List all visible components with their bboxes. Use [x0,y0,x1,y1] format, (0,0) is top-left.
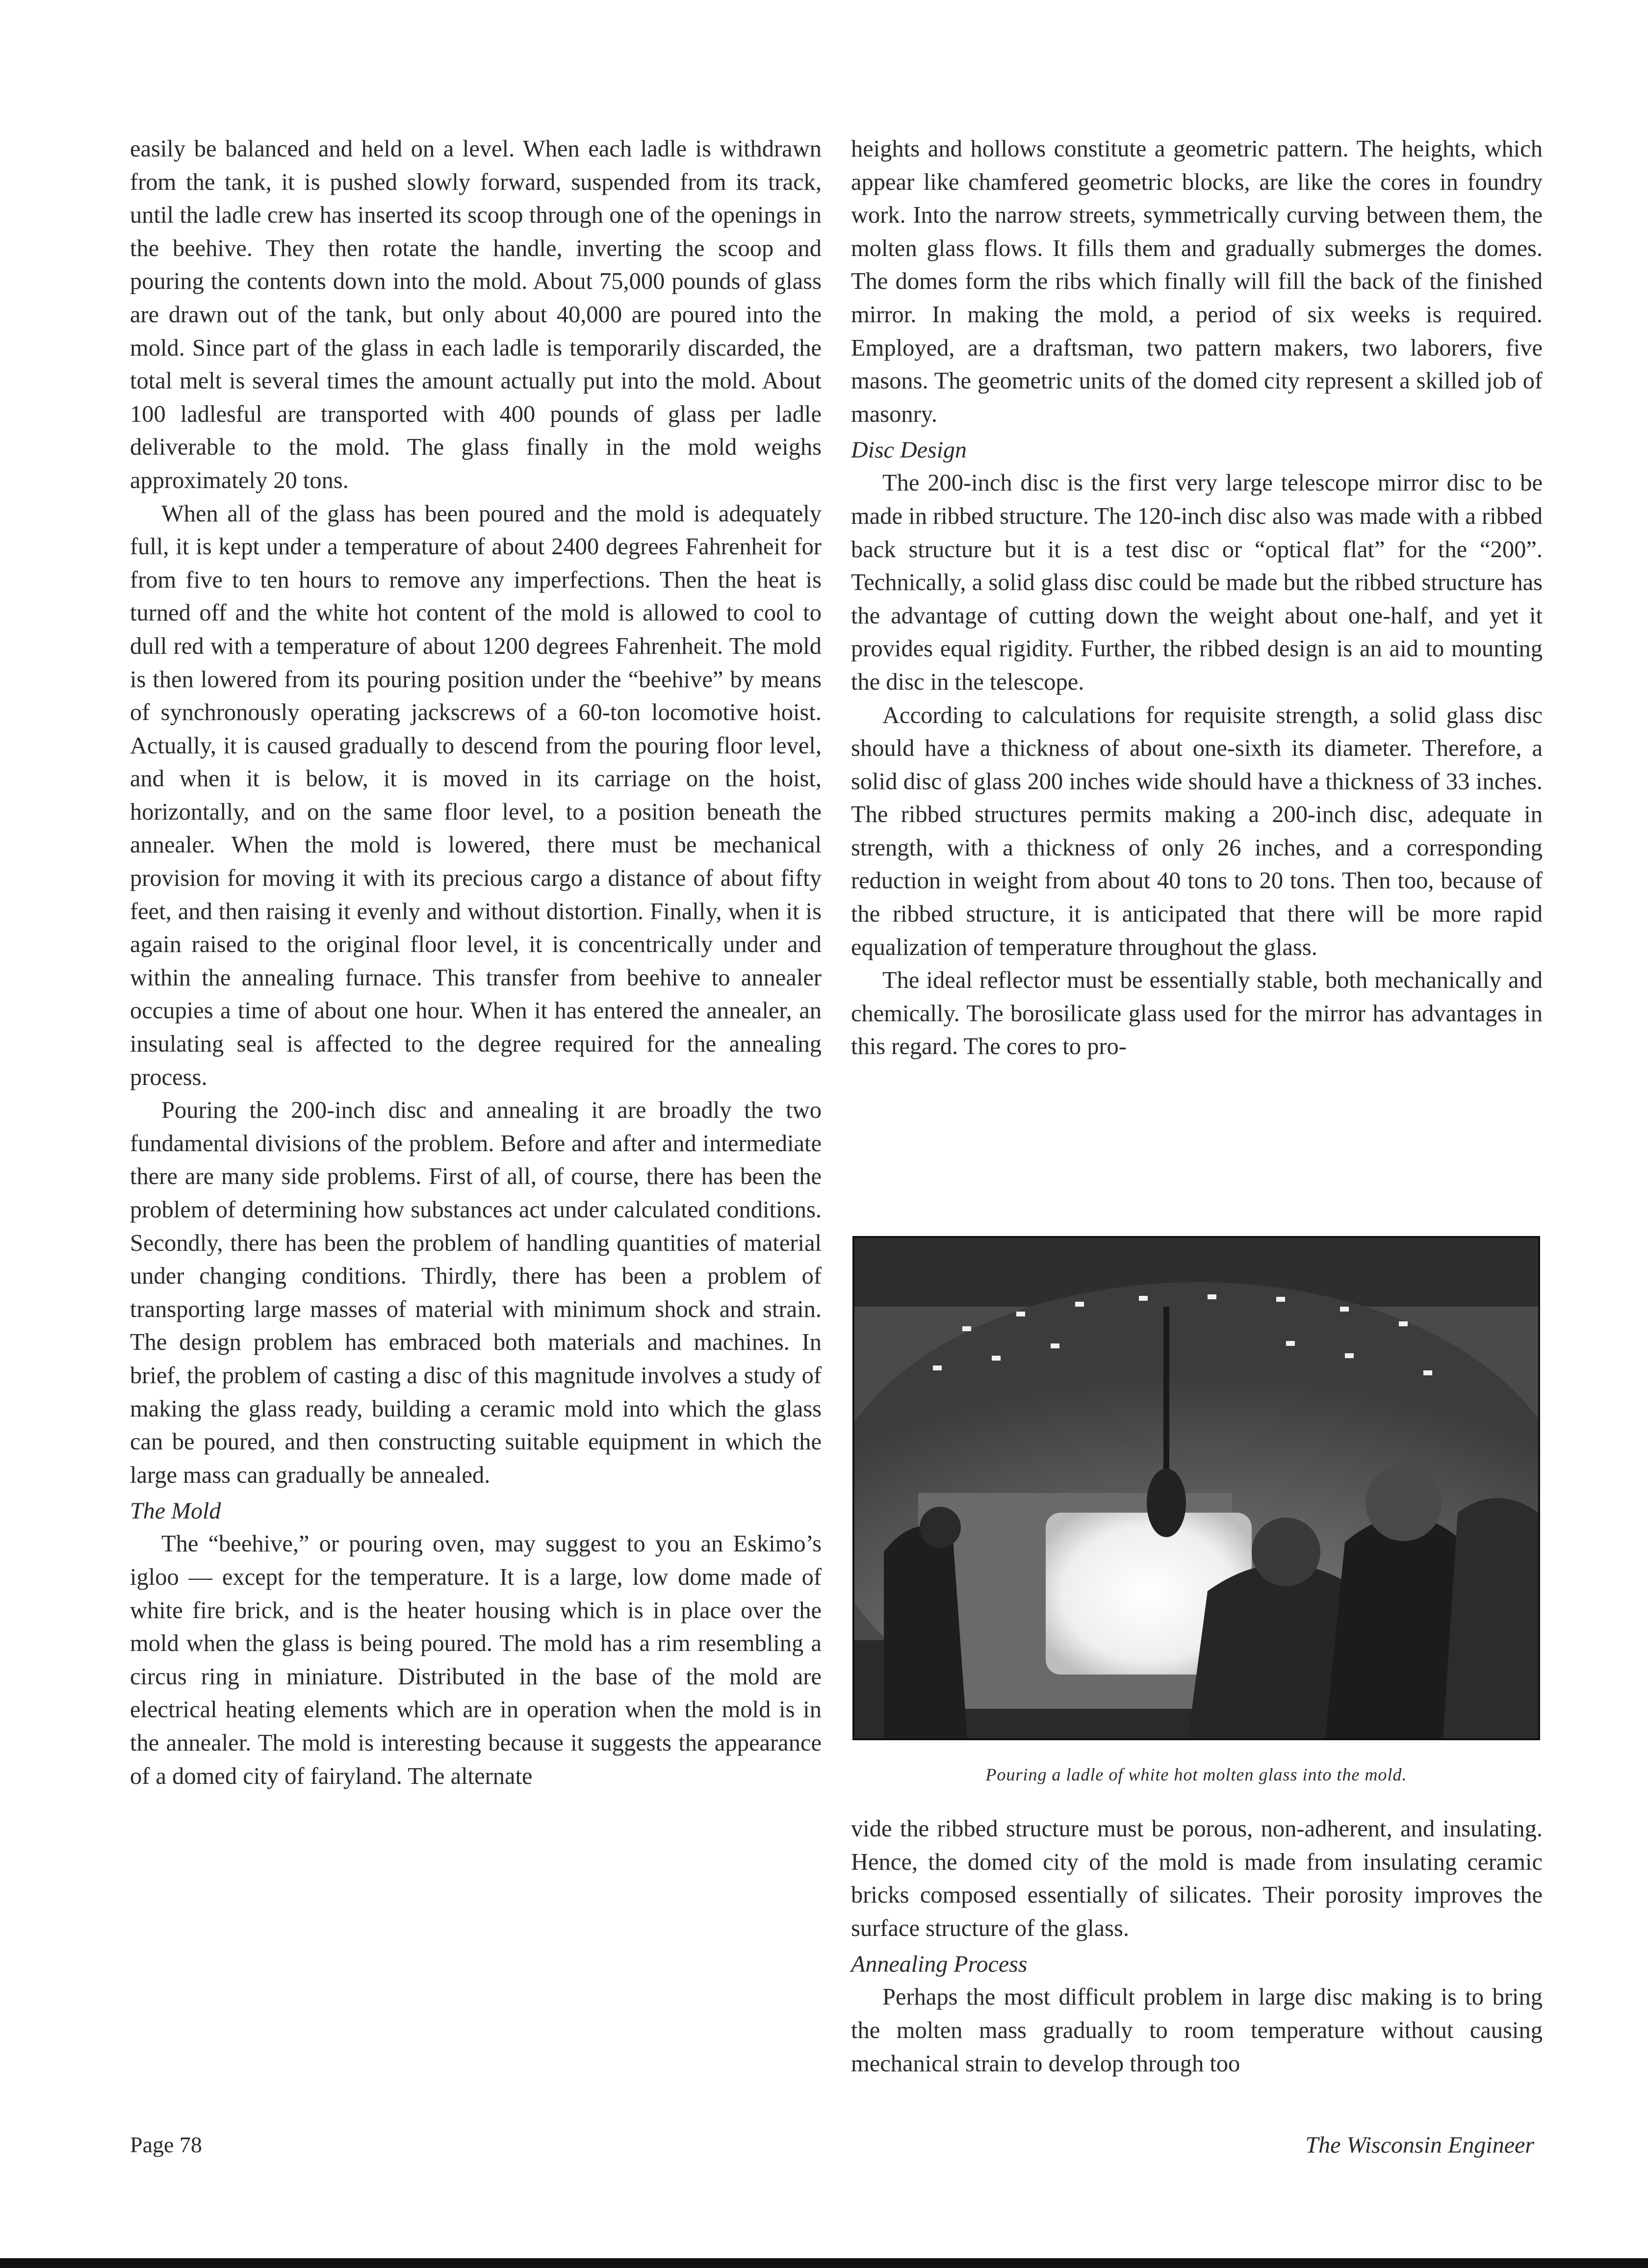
paragraph: The ideal reflector must be essentially stable, both mechanically and chemically. The borosilicate glass used for the mirror has advantages in this regard. The cores to pro- [851,967,1543,1060]
paragraph: Pouring the 200-inch disc and annealing it are broadly the two fundamental divisions of the problem. Before and after and intermediate there are many side problems. First of all, of course, there has been the problem of determining how substances act under calculated conditions. Secondly, there has been the problem of handling quantities of material under changing conditions. Thirdly, there has been a problem of transporting large masses of material with minimum shock and strain. The design problem has embraced both materials and machines. In brief, the problem of casting a disc of this magnitude involves a study of making the glass ready, building a ceramic mold into which the glass can be poured, and then constructing suitable equipment in which the large mass can gradually be annealed. [130,1097,822,1488]
right-column-bottom [851,1812,1543,2080]
paragraph: vide the ribbed structure must be porous, non-adherent, and insulating. Hence, the domed city of the mold is made from insulating ceramic bricks composed essentially of silicates. Their porosity improves the surface structure of the glass. [851,1816,1543,1941]
section-heading-mold: The Mold [130,1498,221,1524]
bottom-border [0,2258,1648,2268]
pouring-photo [852,1236,1540,1740]
journal-title: The Wisconsin Engineer [1305,2132,1534,2158]
photo-caption: Pouring a ladle of white hot molten glass into the mold. [985,1765,1407,1784]
paragraph: According to calculations for requisite strength, a solid glass disc should have a thickness of about one-sixth its diameter. Therefore, a solid disc of glass 200 inches wide should have a thickness of 33 inches. The ribbed structures permits making a 200-inch disc, adequate in strength, with a thickness of only 26 inches, and a corresponding reduction in weight from about 40 tons to 20 tons. Then too, because of the ribbed structure, it is anticipated that there will be more rapid equalization of temperature throughout the glass. [851,702,1543,960]
pouring-photo-illustration [854,1238,1538,1738]
page-number: Page 78 [130,2132,202,2157]
left-column [130,132,822,1793]
paragraph: The 200-inch disc is the first very large telescope mirror disc to be made in ribbed structure. The 120-inch disc also was made with a ribbed back structure but it is a test disc or “optical flat” for the “200”. Technically, a solid glass disc could be made but the ribbed structure has the advantage of cutting down the weight about one-half, and yet it provides equal rigidity. Further, the ribbed design is an aid to mounting the disc in the telescope. [851,470,1543,695]
paragraph: The “beehive,” or pouring oven, may suggest to you an Eskimo’s igloo — except for the temperature. It is a large, low dome made of white fire brick, and is the heater housing which is in place over the mold when the glass is being poured. The mold has a rim resembling a circus ring in miniature. Distributed in the base of the mold are electrical heating elements which are in operation when the mold is in the annealer. The mold is interesting because it suggests the appearance of a domed city of fairyland. The alternate [130,1531,822,1789]
paragraph: easily be balanced and held on a level. When each ladle is withdrawn from the tank, it is pushed slowly forward, suspended from its track, until the ladle crew has inserted its scoop through one of the openings in the beehive. They then rotate the handle, inverting the scoop and pouring the contents down into the mold. About 75,000 pounds of glass are drawn out of the tank, but only about 40,000 are poured into the mold. Since part of the glass in each ladle is temporarily discarded, the total melt is several times the amount actually put into the mold. About 100 ladlesful are transported with 400 pounds of glass per ladle deliverable to the mold. The glass finally in the mold weighs approximately 20 tons. [130,136,822,493]
paragraph: When all of the glass has been poured and the mold is adequately full, it is kept under a temperature of about 2400 degrees Fahrenheit for from five to ten hours to remove any imperfections. Then the heat is turned off and the white hot content of the mold is allowed to cool to dull red with a temperature of about 1200 degrees Fahrenheit. The mold is then lowered from its pouring position under the “beehive” by means of synchronously operating jackscrews of a 60-ton locomotive hoist. Actually, it is caused gradually to descend from the pouring floor level, and when it is below, it is moved in its carriage on the hoist, horizontally, and on the same floor level, to a position beneath the annealer. When the mold is lowered, there must be mechanical provision for moving it with its precious cargo a distance of about fifty feet, and then raising it evenly and without distortion. Finally, when it is again raised to the original floor level, it is concentrically under and within the annealing furnace. This transfer from beehive to annealer occupies a time of about one hour. When it has entered the annealer, an insulating seal is affected to the degree required for the annealing process. [130,500,822,1090]
paragraph: Perhaps the most difficult problem in large disc making is to bring the molten mass gradually to room temperature without causing mechanical strain to develop through too [851,1984,1543,2077]
section-heading-disc-design: Disc Design [851,437,967,464]
section-heading-annealing: Annealing Process [851,1951,1028,1978]
paragraph: heights and hollows constitute a geometric pattern. The heights, which appear like chamfered geometric blocks, are like the cores in foundry work. Into the narrow streets, symmetrically curving between them, the molten glass flows. It fills them and gradually submerges the domes. The domes form the ribs which finally will fill the back of the finished mirror. In making the mold, a period of six weeks is required. Employed, are a draftsman, two pattern makers, two laborers, five masons. The geometric units of the domed city represent a skilled job of masonry. [851,136,1543,427]
right-column-top [851,132,1543,1063]
